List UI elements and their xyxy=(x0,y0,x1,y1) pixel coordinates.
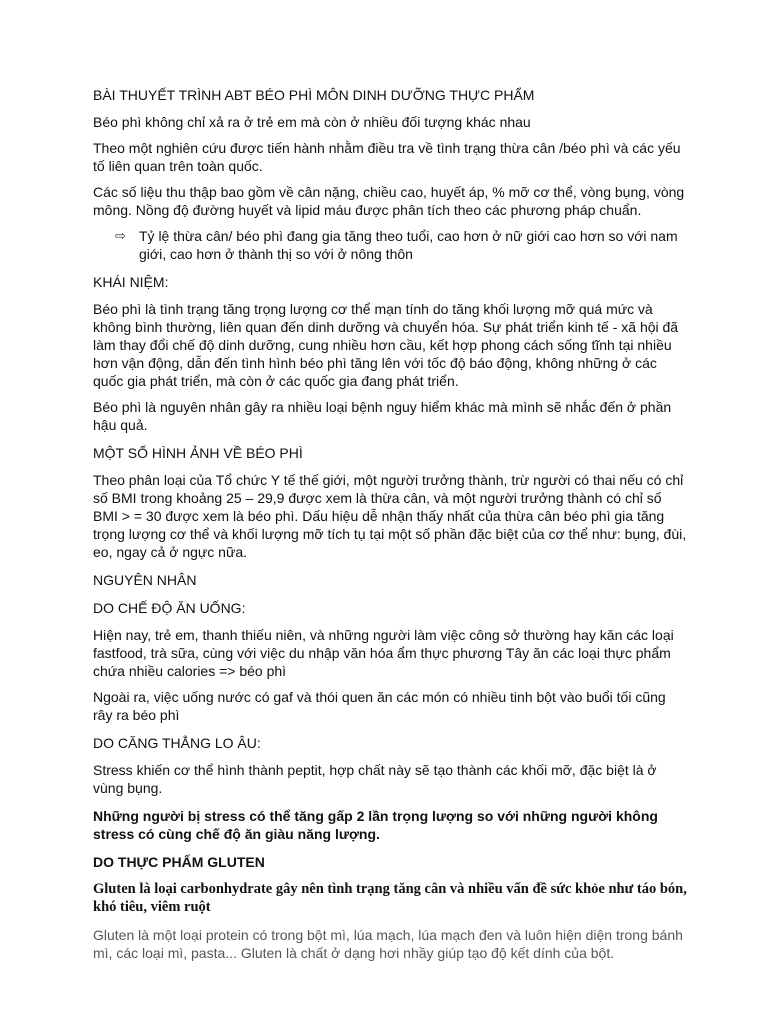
diet-paragraph-2: Ngoài ra, việc uống nước có gaf và thói quen ăn các món có nhiều tinh bột vào buổi tối cũng rây ra béo phì xyxy=(93,689,666,723)
stress-bold-paragraph: Những người bị stress có thể tăng gấp 2 lần trọng lượng so với những người không stress có cùng chế độ ăn giàu năng lượng. xyxy=(93,808,658,842)
diet-paragraph-1: Hiện nay, trẻ em, thanh thiếu niên, và những người làm việc công sở thường hay kăn các loại fastfood, trà sữa, cùng với việc du nhập văn hóa ẩm thực phương Tây ăn các loại thực phẩm chứa nhiều calories => béo phì xyxy=(93,627,674,679)
stress-paragraph-1: Stress khiến cơ thể hình thành peptit, hợp chất này sẽ tạo thành các khối mỡ, đặc biệt là ở vùng bụng. xyxy=(93,762,657,796)
gluten-serif-paragraph: Gluten là loại carbonhydrate gây nên tình trạng tăng cân và nhiều vấn đề sức khỏe như táo bón, khó tiêu, viêm ruột xyxy=(93,881,687,915)
arrow-bullet-icon: ⇨ xyxy=(115,228,126,243)
bullet-item xyxy=(93,227,688,263)
gluten-heading: DO THỰC PHẨM GLUTEN xyxy=(93,854,265,870)
gluten-paragraph-1: Gluten là một loại protein có trong bột mì, lúa mạch, lúa mạch đen và luôn hiện diện trong bánh mì, các loại mì, pasta... Gluten là chất ở dạng hơi nhầy giúp tạo độ kết dính của bột. xyxy=(93,927,683,961)
images-heading: MỘT SỐ HÌNH ẢNH VỀ BÉO PHÌ xyxy=(93,445,303,461)
images-paragraph-1: Theo phân loại của Tổ chức Y tế thế giới, một người trưởng thành, trừ người có thai nếu có chỉ số BMI trong khoảng 25 – 29,9 được xem là thừa cân, và một người trưởng thành có chỉ số BMI > = 30 được xem là béo phì. Dấu hiệu dễ nhận thấy nhất của thừa cân béo phì gia tăng trọng lượng cơ thể và khối lượng mỡ tích tụ tại một số phần đặc biệt của cơ thể như: bụng, đùi, eo, ngay cả ở ngực nữa. xyxy=(93,472,687,560)
intro-paragraph-2: Theo một nghiên cứu được tiến hành nhằm điều tra về tình trạng thừa cân /béo phì và các yếu tố liên quan trên toàn quốc. xyxy=(93,140,681,174)
intro-paragraph-3: Các số liệu thu thập bao gồm về cân nặng, chiều cao, huyết áp, % mỡ cơ thể, vòng bụng, vòng mông. Nồng độ đường huyết và lipid máu được phân tích theo các phương pháp chuẩn. xyxy=(93,184,685,218)
intro-paragraph-1: Béo phì không chỉ xả ra ở trẻ em mà còn ở nhiều đối tượng khác nhau xyxy=(93,114,531,130)
concept-paragraph-1: Béo phì là tình trạng tăng trọng lượng cơ thể mạn tính do tăng khối lượng mỡ quá mức và không bình thường, liên quan đến dinh dưỡng và chuyển hóa. Sự phát triển kinh tế - xã hội đã làm thay đổi chế độ dinh dưỡng, cung nhiều hơn cầu, kết hợp phong cách sống tĩnh tại nhiều hơn vận động, dẫn đến tình hình béo phì tăng lên với tốc độ báo động, không những ở các quốc gia phát triển, mà còn ở các quốc gia đang phát triển. xyxy=(93,301,679,389)
causes-heading: NGUYÊN NHÂN xyxy=(93,572,197,588)
diet-heading: DO CHẾ ĐỘ ĂN UỐNG: xyxy=(93,600,246,616)
stress-heading: DO CĂNG THẲNG LO ÂU: xyxy=(93,735,261,751)
document-title: BÀI THUYẾT TRÌNH ABT BÉO PHÌ MÔN DINH DƯỠNG THỰC PHẨM xyxy=(93,87,535,103)
concept-paragraph-2: Béo phì là nguyên nhân gây ra nhiều loại bệnh nguy hiểm khác mà mình sẽ nhắc đến ở phần hậu quả. xyxy=(93,399,672,433)
concept-heading: KHÁI NIỆM: xyxy=(93,274,169,290)
bullet-text: Tỷ lệ thừa cân/ béo phì đang gia tăng theo tuổi, cao hơn ở nữ giới cao hơn so với nam giới, cao hơn ở thành thị so với ở nông thôn xyxy=(139,228,678,262)
